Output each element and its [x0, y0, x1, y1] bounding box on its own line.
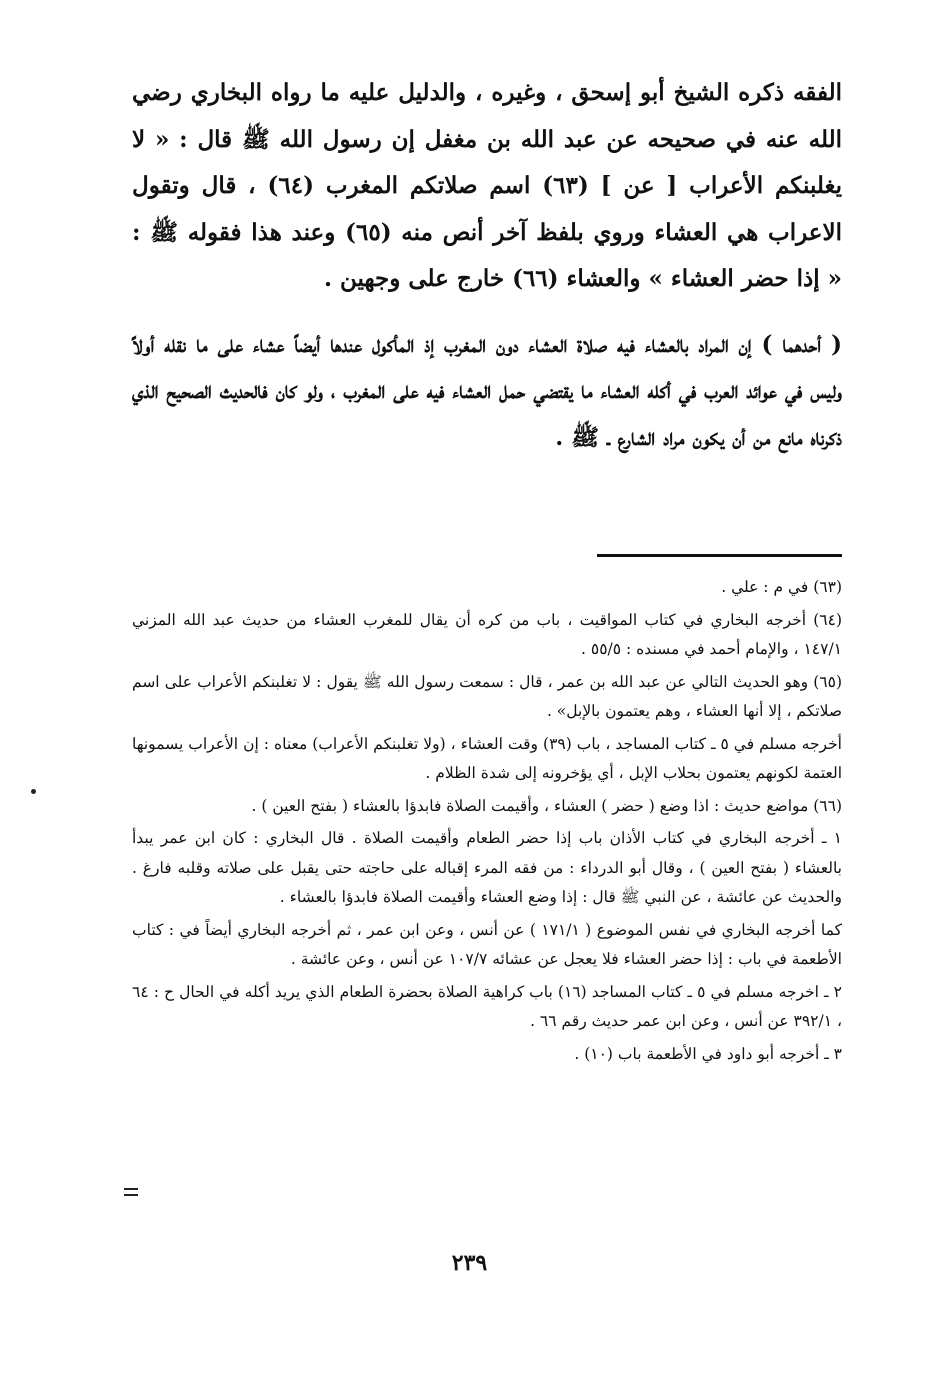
footnote: ٢ ـ اخرجه مسلم في ٥ ـ كتاب المساجد (١٦) باب كراهية الصلاة بحضرة الطعام الذي يريد أكله في الحال ح : ٦٤ ، ٣٩٢/١ عن أنس ، وعن ابن عمر حديث رقم ٦٦ . [132, 982, 842, 1030]
footnote: (٦٦) مواضع حديث : اذا وضع ( حضر ) العشاء ، وأقيمت الصلاة فابدؤا بالعشاء ( بفتح العين ) . [251, 796, 842, 815]
main-paragraph: الفقه ذكره الشيخ أبو إسحق ، وغيره ، والدليل عليه ما رواه البخاري رضي الله عنه في صحيحه عن عبد الله بن مغفل إن رسول الله ﷺ قال : « لا يغلبنكم الأعراب [ عن ] (٦٣) اسم صلاتكم المغرب (٦٤) ، قال وتقول الاعراب هي العشاء وروي بلفظ آخر أنص منه (٦٥) وعند هذا فقوله ﷺ : « إذا حضر العشاء » والعشاء (٦٦) خارج على وجهين . [132, 79, 843, 292]
margin-dot [31, 789, 36, 794]
footnote: (٦٥) وهو الحديث التالي عن عبد الله بن عمر ، قال : سمعت رسول الله ﷺ يقول : لا تغلبنكم الأعراب على اسم صلاتكم ، إلا أنها العشاء ، وهم يعتمون بالإبل» . [132, 672, 842, 720]
page-number: ٢٣٩ [451, 1250, 488, 1276]
footnote: (٦٤) أخرجه البخاري في كتاب المواقيت ، باب من كره أن يقال للمغرب العشاء من حديث عبد الله المزني ١٤٧/١ ، والإمام أحمد في مسنده : ٥٥/٥ . [132, 610, 842, 658]
footnotes [132, 573, 842, 1072]
main-text [132, 70, 842, 461]
footnote: ٣ ـ أخرجه أبو داود في الأطعمة باب (١٠) . [574, 1044, 842, 1063]
footnote-separator [597, 554, 842, 557]
footnote: كما أخرجه البخاري في نفس الموضوع ( ١٧١/١ ) عن أنس ، وعن ابن عمر ، ثم أخرجه البخاري أيضاً في : كتاب الأطعمة في باب : إذا حضر العشاء فلا يعجل عن عشائه ١٠٧/٧ عن أنس ، وعن عائشة . [132, 920, 842, 968]
main-paragraph: ( أحدهما ) إن المراد بالعشاء فيه صلاة العشاء دون المغرب إذ المأكول عندها أيضاً عشاء على ما نقله أولاً وليس في عوائد العرب في أكله العشاء ما يقتضي حمل العشاء فيه على المغرب ، ولو كان فالحديث الصحيح الذي ذكرناه مانع من أن يكون مراد الشارع ـ ﷺ . [132, 330, 842, 451]
footnote: (٦٣) في م : علي . [721, 578, 842, 596]
footnote: أخرجه مسلم في ٥ ـ كتاب المساجد ، باب (٣٩) وقت العشاء ، (ولا تغلبنكم الأعراب) معناه : إن الأعراب يسمونها العتمة لكونهم يعتمون بحلاب الإبل ، أي يؤخرونه إلى شدة الظلام . [132, 734, 842, 782]
footnote: ١ ـ أخرجه البخاري في كتاب الأذان باب إذا حضر الطعام وأقيمت الصلاة . قال البخاري : كان ابن عمر يبدأ بالعشاء ( بفتح العين ) ، وقال أبو الدرداء : من فقه المرء إقباله على حاجته حتى يقبل على صلاته وقلبه فارغ . والحديث عن عائشة ، عن النبي ﷺ قال : إذا وضع العشاء وأقيمت الصلاة فابدؤا بالعشاء . [132, 829, 842, 906]
margin-equals-mark [124, 1188, 138, 1200]
